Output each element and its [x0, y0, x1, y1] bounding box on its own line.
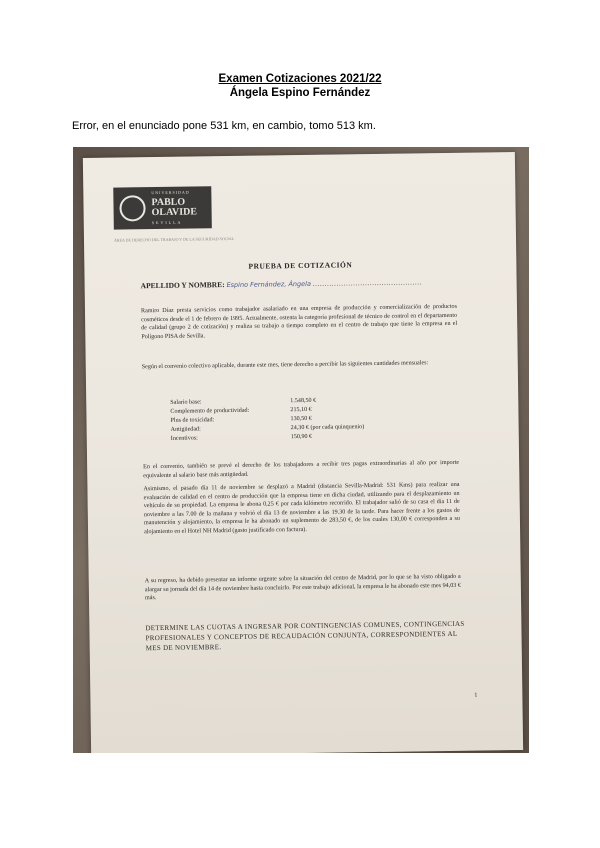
name-dots: ..............................................	[312, 277, 423, 288]
department-text: ÁREA DE DERECHO DEL TRABAJO Y DE LA SEGURIDAD SOCIAL	[113, 235, 235, 243]
paragraph-2: Según el convenio colectivo aplicable, durante este mes, tiene derecho a percibir las siguientes cantidades mensuales:	[141, 360, 429, 371]
item-label: Salario base:	[170, 399, 202, 406]
determine-instruction: DETERMINE LAS CUOTAS A INGRESAR POR CONTINGENCIAS COMUNES, CONTINGENCIAS PROFESIONALES Y CONCEPTOS DE RECAUDACIÓN CONJUNTA, CORRESPONDIENTES AL MES DE NOVIEMBRE.	[145, 619, 465, 653]
name-line	[141, 277, 423, 290]
item-label: Incentivos:	[170, 435, 198, 442]
logo-city: SEVILLA	[151, 219, 183, 226]
item-value: 150,90 €	[290, 433, 313, 441]
error-note: Error, en el enunciado pone 531 km, en cambio, tomo 513 km.	[72, 120, 376, 132]
university-logo	[113, 186, 212, 229]
logo-universidad: UNIVERSIDAD	[151, 189, 190, 196]
item-label: Complemento de productividad:	[170, 407, 250, 415]
item-label: Antigüedad:	[170, 426, 201, 433]
item-value: 24,30 € (por cada quinquenio)	[290, 424, 365, 432]
exam-title: Examen Cotizaciones 2021/22	[218, 73, 382, 85]
test-title: PRUEBA DE COTIZACIÓN	[248, 260, 353, 271]
paragraph-5: Asimismo, el pasado día 11 de noviembre se desplazó a Madrid (distancia Sevilla-Madrid: 531 Kms) para realizar una evaluación de calidad en el centro de producción que la empresa tiene en dicha ciudad, utilizando para el desplazamiento un vehículo de su propiedad. La empresa le abona 0,25 € por cada kilómetro recorrido. El trabajador salió de su casa el día 11 de noviembre a las 7.00 de la mañana y volvió el día 13 de noviembre a las 19.30 de la tarde. Para hacer frente a los gastos de manutención y alojamiento, la empresa le ha abonado un suplemento de 283,50 €, de los cuales 130,00 € corresponden a su alojamiento en el Hotel NH Madrid (gasto justificado con factura).	[143, 481, 460, 536]
paragraph-1: Ramiro Díaz presta servicios como trabajador asalariado en una empresa de producción y comercialización de productos cosméticos desde el 1 de febrero de 1995. Actualmente, ostenta la categoría profesional de técnico de control en el departamento de calidad (grupo 2 de cotización) y realiza su trabajo a tiempo completo en el centro de trabajo que tiene la empresa en el Polígono PISA de Sevilla.	[140, 303, 458, 341]
apellido-label: APELLIDO Y NOMBRE:	[140, 280, 225, 291]
item-value: 130,50 €	[290, 415, 312, 423]
logo-emblem-icon	[119, 195, 145, 221]
logo-name-line2: OLAVIDE	[151, 206, 198, 219]
salary-item	[171, 431, 411, 443]
exam-photo	[73, 147, 529, 753]
document-header	[0, 72, 600, 100]
logo-name-line1: PABLO	[151, 196, 186, 209]
item-value: 215,10 €	[290, 406, 312, 414]
item-value: 1.548,50 €	[290, 397, 317, 405]
salary-items	[170, 395, 411, 443]
paragraph-6: A su regreso, ha debido presentar un informe urgente sobre la situación del centro de Madrid, por lo que se ha visto obligado a alargar su jornada del día 14 de noviembre hasta concluirlo. Por este trabajo adicional, la empresa le ha abonado este mes 94,03 € más.	[144, 573, 461, 602]
paper-sheet	[83, 152, 523, 753]
paragraph-4: En el convenio, también se prevé el derecho de los trabajadores a recibir tres pagas extraordinarias al año por importe equivalente al salario base más antigüedad.	[143, 459, 460, 479]
handwritten-name: Espino Fernández, Ángela	[226, 279, 311, 290]
page-number: 1	[474, 692, 478, 699]
author-name: Ángela Espino Fernández	[229, 87, 371, 99]
item-label: Plus de toxicidad:	[170, 417, 215, 424]
